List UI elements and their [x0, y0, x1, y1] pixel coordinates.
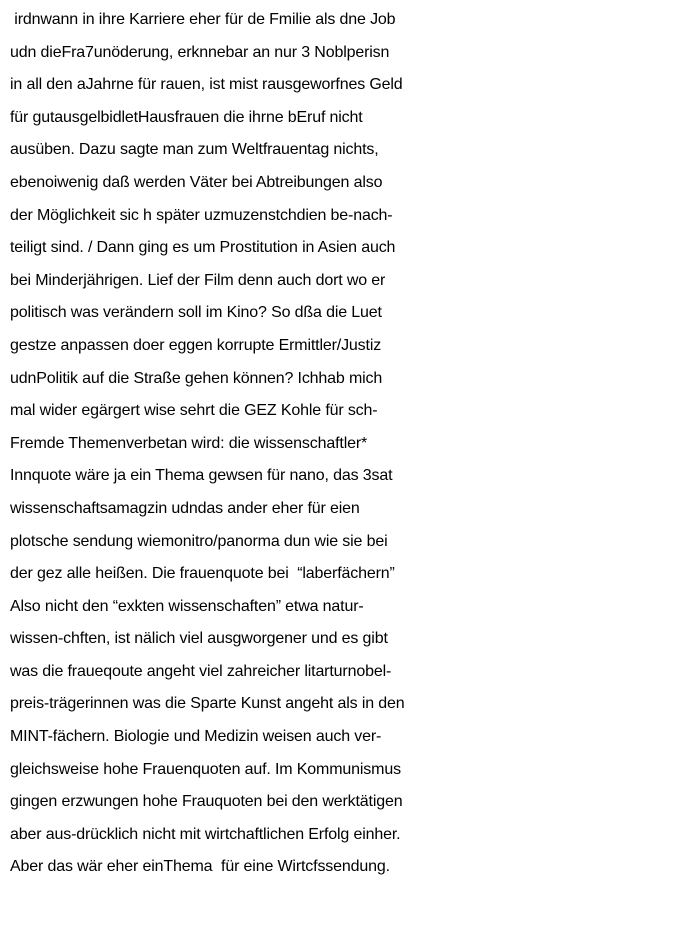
text-line: ausüben. Dazu sagte man zum Weltfrauentag nichts, — [10, 141, 379, 159]
text-line: bei Minderjährigen. Lief der Film denn auch dort wo er — [10, 271, 386, 289]
text-line: für gutausgelbidletHausfrauen die ihrne bEruf nicht — [10, 108, 363, 126]
text-block — [10, 4, 680, 884]
text-line: MINT-fächern. Biologie und Medizin weisen auch ver- — [10, 728, 382, 746]
text-line: wissen-chften, ist nälich viel ausgworgener und es gibt — [10, 630, 388, 648]
text-line: was die fraueqoute angeht viel zahreicher litarturnobel- — [10, 662, 392, 680]
text-line: gestze anpassen doer eggen korrupte Ermittler/Justiz — [10, 336, 382, 354]
text-line: Also nicht den “exkten wissenschaften” etwa natur- — [10, 597, 364, 615]
text-line: gingen erzwungen hohe Frauquoten bei den werktätigen — [10, 793, 403, 811]
text-line: irdnwann in ihre Karriere eher für de Fmilie als dne Job — [10, 11, 396, 28]
text-line: teiligt sind. / Dann ging es um Prostitution in Asien auch — [10, 239, 396, 257]
text-line: preis-trägerinnen was die Sparte Kunst angeht als in den — [10, 695, 405, 713]
text-line: der Möglichkeit sic h später uzmuzenstchdien be-nach- — [10, 206, 393, 224]
text-line: Aber das wär eher einThema für eine Wirtcfssendung. — [10, 858, 390, 876]
text-line: Innquote wäre ja ein Thema gewsen für nano, das 3sat — [10, 467, 393, 485]
text-line: in all den aJahrne für rauen, ist mist rausgeworfnes Geld — [10, 76, 403, 94]
text-line: ebenoiwenig daß werden Väter bei Abtreibungen also — [10, 173, 383, 191]
text-line: der gez alle heißen. Die frauenquote bei “laberfächern” — [10, 565, 395, 583]
text-line: gleichsweise hohe Frauenquoten auf. Im Kommunismus — [10, 760, 401, 778]
text-line: mal wider egärgert wise sehrt die GEZ Kohle für sch- — [10, 402, 378, 420]
text-line: politisch was verändern soll im Kino? So dßa die Luet — [10, 304, 382, 322]
text-line: plotsche sendung wiemonitro/panorma dun wie sie bei — [10, 532, 388, 550]
text-line: Fremde Themenverbetan wird: die wissenschaftler* — [10, 434, 368, 452]
text-line: aber aus-drücklich nicht mit wirtchaftlichen Erfolg einher. — [10, 825, 401, 843]
text-line: wissenschaftsamagzin udndas ander eher für eien — [10, 499, 360, 517]
text-line: udnPolitik auf die Straße gehen können? Ichhab mich — [10, 369, 383, 387]
text-line: udn dieFra7unöderung, erknnebar an nur 3 Noblperisn — [10, 43, 390, 61]
